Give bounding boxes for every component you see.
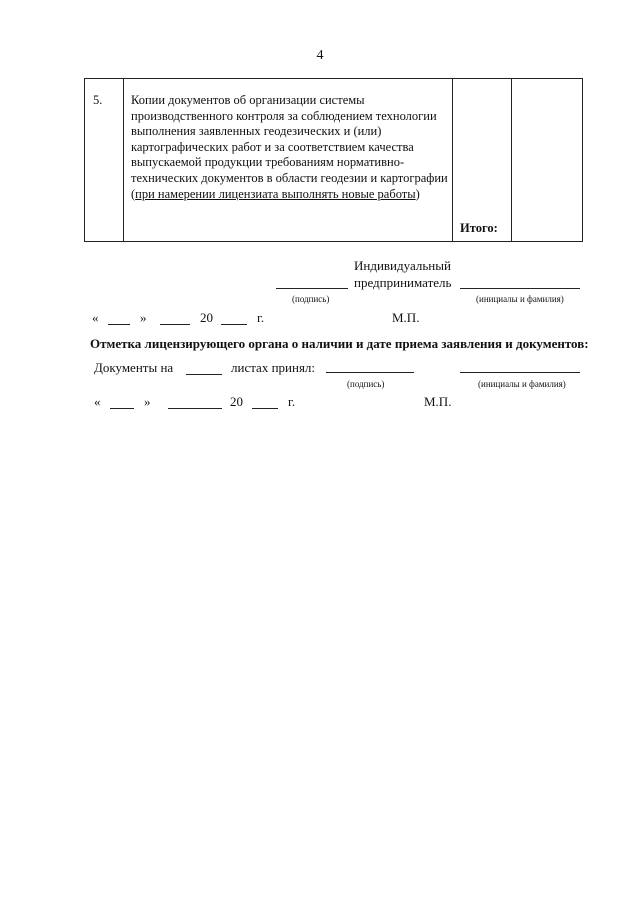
table-column-divider — [511, 79, 512, 241]
applicant-role-line1: Индивидуальный — [354, 258, 451, 273]
date1-close-quote: » — [140, 310, 147, 325]
receiver-signature-caption: (подпись) — [347, 379, 385, 389]
applicant-signature-caption: (подпись) — [292, 294, 330, 304]
date1-month-line — [160, 324, 190, 325]
date2-stamp: М.П. — [424, 394, 452, 409]
table-column-divider — [452, 79, 453, 241]
docs-suffix: листах принял: — [231, 360, 316, 375]
licensing-heading: Отметка лицензирующего органа о наличии и дате приема заявления и документов: — [90, 336, 589, 351]
page-number: 4 — [316, 48, 324, 63]
date2-year-prefix: 20 — [230, 394, 243, 409]
applicant-initials-caption: (инициалы и фамилия) — [476, 294, 564, 304]
docs-prefix: Документы на — [94, 360, 174, 375]
table-column-divider — [123, 79, 124, 241]
date1-open-quote: « — [92, 310, 99, 325]
date2-year-line — [252, 408, 278, 409]
docs-sheets-line — [186, 374, 222, 375]
description-underlined-text: при намерении лицензиата выполнять новые работы — [135, 186, 416, 201]
date1-year-prefix: 20 — [200, 310, 213, 325]
receiver-initials-line — [460, 372, 580, 373]
receiver-signature-line — [326, 372, 414, 373]
date2-day-line — [110, 408, 134, 409]
table-row-number: 5. — [93, 93, 103, 107]
description-text: Копии документов об организации системы производственного контроля за соблюдением технологии выполнения заявленных геодезических и (или) картографических работ и за соответствием качества выпускаемой продукции требованиям нормативно-технических документов в области геодезии и картографии ( — [131, 93, 448, 201]
description-closing-paren: ) — [415, 186, 420, 201]
date2-open-quote: « — [94, 394, 101, 409]
date1-year-line — [221, 324, 247, 325]
date2-year-suffix: г. — [288, 394, 296, 409]
date1-day-line — [108, 324, 130, 325]
applicant-initials-line — [460, 288, 580, 289]
applicant-signature-line — [276, 288, 348, 289]
date1-stamp: М.П. — [392, 310, 420, 325]
date2-close-quote: » — [144, 394, 151, 409]
documents-table — [84, 78, 583, 242]
date1-year-suffix: г. — [257, 310, 265, 325]
total-label: Итого: — [460, 221, 498, 235]
receiver-initials-caption: (инициалы и фамилия) — [478, 379, 566, 389]
date2-month-line — [168, 408, 222, 409]
table-row-description — [131, 93, 451, 202]
applicant-role-line2: предприниматель — [354, 275, 452, 290]
